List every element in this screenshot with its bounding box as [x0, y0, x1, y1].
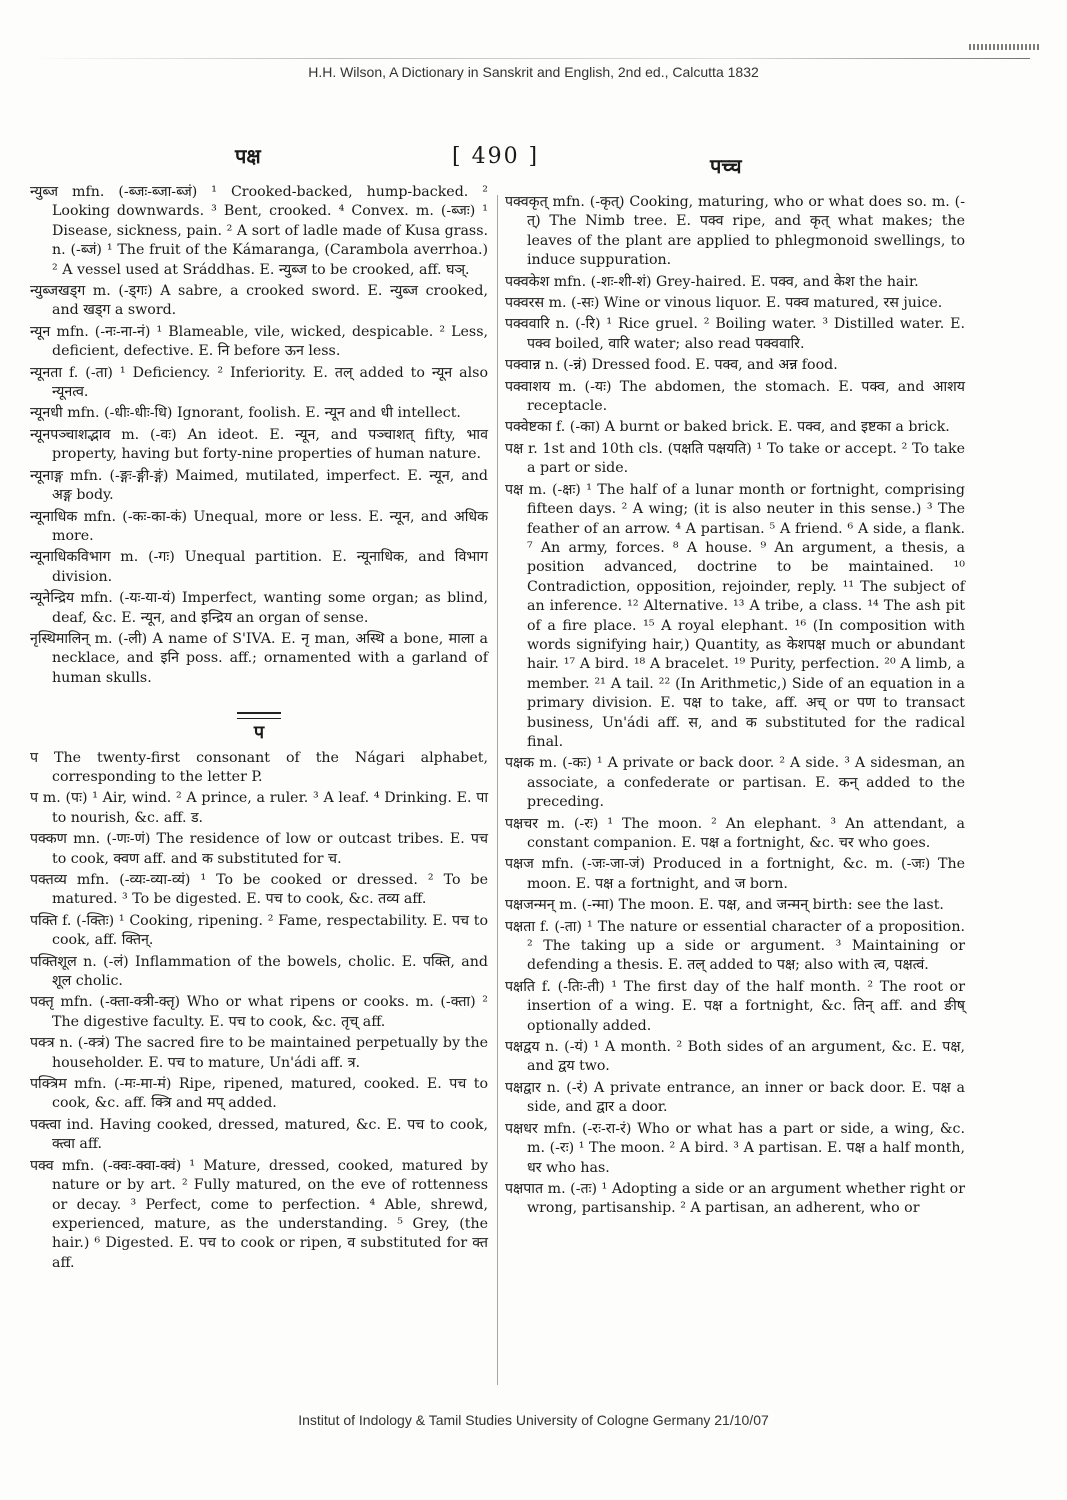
source-header: H.H. Wilson, A Dictionary in Sanskrit and English, 2nd ed., Calcutta 1832 [308, 64, 759, 80]
running-head-left: पक्ष [235, 144, 261, 168]
dictionary-entry: पक्तिशूल n. (-लं) Inflammation of the bowels, cholic. E. पक्ति, and शूल cholic. [30, 953, 488, 990]
left-entries-after [30, 749, 488, 1274]
dictionary-entry: पक्षद्वार n. (-रं) A private entrance, an inner or back door. E. पक्ष a side, and द्वार a door. [505, 1079, 965, 1116]
dictionary-entry: न्युब्ज mfn. (-ब्जः-ब्जा-ब्जं) ¹ Crooked-backed, hump-backed. ² Looking downwards. ³ Bent, crooked. ⁴ Convex. m. (-ब्जः) ¹ Disease, sickness, pain. ² A sort of ladle made of Kusa grass. n. (-ब्जं) ¹ The fruit of the Kámaranga, (Carambola averrhoa.) ² A vessel used at Sráddhas. E. न्युब्ज to be crooked, aff. घञ्. [30, 184, 488, 278]
dictionary-entry: प The twenty-first consonant of the Nágari alphabet, corresponding to the letter P. [30, 749, 488, 785]
column-divider [497, 195, 498, 1385]
dictionary-entry: पक्त्वा ind. Having cooked, dressed, matured, &c. E. पच to cook, क्त्वा aff. [30, 1116, 488, 1153]
dictionary-entry: न्युब्जखड्ग m. (-ड्गः) A sabre, a crooked sword. E. न्युब्ज crooked, and खड्ग a sword. [30, 283, 488, 319]
dictionary-entry: न्यूनाधिकविभाग m. (-गः) Unequal partition. E. न्यूनाधिक, and विभाग division. [30, 549, 488, 585]
running-head-right: पच्च [710, 154, 742, 178]
dictionary-entry: पक्षपात m. (-तः) ¹ Adopting a side or an argument whether right or wrong, partisanship. ² A partisan, an adherent, who or [505, 1180, 965, 1217]
section-letter: प [253, 722, 265, 744]
dictionary-entry: पक्वकेश mfn. (-शः-शी-शं) Grey-haired. E. पक्व, and केश the hair. [505, 273, 919, 290]
dictionary-entry: पक्व mfn. (-क्वः-क्वा-क्वं) ¹ Mature, dressed, cooked, matured by nature or by art. ² Fully matured, on the eve of rottenness or decay. ³ Perfect, come to perfection. ⁴ Able, shrewd, experienced, mature, as the understanding. ⁵ Grey, (the hair.) ⁶ Digested. E. पच to cook or ripen, व substituted for क्त aff. [30, 1157, 488, 1271]
left-column [30, 183, 488, 1275]
dictionary-entry: पक्तव्य mfn. (-व्यः-व्या-व्यं) ¹ To be cooked or dressed. ² To be matured. ³ To be digested. E. पच to cook, &c. तव्य aff. [30, 872, 488, 908]
dictionary-entry: पक्षता f. (-ता) ¹ The nature or essential character of a proposition. ² The taking up a side or argument. ³ Maintaining or defending a thesis. E. तल् added to पक्ष; also with त्व, पक्षत्वं. [505, 918, 965, 974]
dictionary-entry: न्यूनता f. (-ता) ¹ Deficiency. ² Inferiority. E. तल् added to न्यून also न्यूनत्व. [30, 364, 488, 401]
left-entries [30, 183, 488, 688]
dictionary-entry: न्यूनपञ्चाशद्भाव m. (-वः) An ideot. E. न्यून, and पञ्चाशत् fifty, भाव property, having but forty-nine properties of human nature. [30, 426, 488, 463]
dictionary-entry: पक्षद्वय n. (-यं) ¹ A month. ² Both sides of an argument, &c. E. पक्ष, and द्वय two. [505, 1039, 965, 1075]
dictionary-entry: पक्त्र n. (-क्त्रं) The sacred fire to be maintained perpetually by the householder. E. पच to mature, Un'ádi aff. त्र. [30, 1035, 488, 1071]
dictionary-entry: पक्वान्न n. (-न्नं) Dressed food. E. पक्व, and अन्न food. [505, 357, 838, 374]
dictionary-entry: न्यूनेन्द्रिय mfn. (-यः-या-यं) Imperfect, wanting some organ; as blind, deaf, &c. E. न्यून, and इन्द्रिय an organ of sense. [30, 590, 488, 626]
dictionary-entry: पक्वेष्टका f. (-का) A burnt or baked brick. E. पक्व, and इष्टका a brick. [505, 419, 950, 436]
dictionary-entry: पक्षति f. (-तिः-ती) ¹ The first day of the half month. ² The root or insertion of a wing. E. पक्ष a fortnight, &c. तिन् aff. and ङीष् optionally added. [505, 978, 965, 1034]
dictionary-entry: प m. (पः) ¹ Air, wind. ² A prince, a ruler. ³ A leaf. ⁴ Drinking. E. पा to nourish, &c. aff. ड. [30, 790, 488, 826]
dictionary-entry: पक्त्रिम mfn. (-मः-मा-मं) Ripe, ripened, matured, cooked. E. पच to cook, &c. aff. क्त्रि and मप् added. [30, 1076, 488, 1112]
page-number: [ 490 ] [452, 144, 540, 169]
dictionary-entry: पक्कण mn. (-णः-णं) The residence of low or outcast tribes. E. पच to cook, क्वण aff. and क substituted for च. [30, 831, 488, 867]
dictionary-entry: न्यून mfn. (-नः-ना-नं) ¹ Blameable, vile, wicked, despicable. ² Less, deficient, defective. E. नि before ऊन less. [30, 323, 488, 360]
dictionary-entry: न्यूनाङ्ग mfn. (-ङ्गः-ङ्गी-ङ्गं) Maimed, mutilated, imperfect. E. न्यून, and अङ्ग body. [30, 467, 488, 504]
dictionary-entry: न्यूनाधिक mfn. (-कः-का-कं) Unequal, more or less. E. न्यून, and अधिक more. [30, 508, 488, 544]
dictionary-entry: न्यूनधी mfn. (-धीः-धीः-धि) Ignorant, foolish. E. न्यून and धी intellect. [30, 405, 461, 422]
scan-artifact-line [30, 58, 1030, 59]
section-rule [237, 712, 281, 719]
dictionary-entry: पक्वकृत् mfn. (-कृत्) Cooking, maturing, who or what does so. m. (-त्) The Nimb tree. E. पक्व ripe, and कृत् what makes; the leaves of the plant are applied to phlegmonoid swellings, to induce suppuration. [505, 194, 965, 269]
dictionary-entry: पक्षक m. (-कः) ¹ A private or back door. ² A side. ³ A sidesman, an associate, a confederate or partisan. E. कन् added to the preceding. [505, 755, 965, 811]
dictionary-entry: पक्वरस m. (-सः) Wine or vinous liquor. E. पक्व matured, रस juice. [505, 295, 943, 312]
right-column [505, 193, 965, 1221]
dictionary-entry: पक्षचर m. (-रः) ¹ The moon. ² An elephant. ³ An attendant, a constant companion. E. पक्ष a fortnight, &c. चर who goes. [505, 815, 965, 851]
dictionary-entry: पक्वाशय m. (-यः) The abdomen, the stomach. E. पक्व, and आशय receptacle. [505, 378, 965, 415]
dictionary-entry: पक्षजन्मन् m. (-न्मा) The moon. E. पक्ष, and जन्मन् birth: see the last. [505, 897, 944, 914]
right-entries [505, 193, 965, 1219]
dictionary-entry: पक्ष r. 1st and 10th cls. (पक्षति पक्षयति) ¹ To take or accept. ² To take a part or side. [505, 440, 965, 477]
footer: Institut of Indology & Tamil Studies University of Cologne Germany 21/10/07 [298, 1412, 769, 1428]
dictionary-entry: पक्ष m. (-क्षः) ¹ The half of a lunar month or fortnight, comprising fifteen days. ² A wing; (it is also neuter in this sense.) ³ The feather of an arrow. ⁴ A partisan. ⁵ A friend. ⁶ A side, a flank. ⁷ An army, forces. ⁸ A house. ⁹ An argument, a thesis, a position advanced, doctrine to be maintained. ¹⁰ Contradiction, opposition, rejoinder, reply. ¹¹ The subject of an inference. ¹² Alternative. ¹³ A tribe, a class. ¹⁴ The ash pit of a fire place. ¹⁵ A royal elephant. ¹⁶ (In composition with words signifying hair,) Quantity, as केशपक्ष much or abundant hair. ¹⁷ A bird. ¹⁸ A bracelet. ¹⁹ Purity, perfection. ²⁰ A limb, a member. ²¹ A tail. ²² (In Arithmetic,) Side of an equation in a primary division. E. पक्ष to take, aff. अच् or पण to transact business, Un'ádi aff. स, and क substituted for the radical final. [505, 481, 965, 750]
scan-artifact-mark [969, 44, 1039, 50]
dictionary-entry: पक्षज mfn. (-जः-जा-जं) Produced in a fortnight, &c. m. (-जः) The moon. E. पक्ष a fortnight, and ज born. [505, 856, 965, 892]
dictionary-entry: पक्षधर mfn. (-रः-रा-रं) Who or what has a part or side, a wing, &c. m. (-रः) ¹ The moon. ² A bird. ³ A partisan. E. पक्ष a half month, धर who has. [505, 1120, 965, 1176]
dictionary-entry: पक्ति f. (-क्तिः) ¹ Cooking, ripening. ² Fame, respectability. E. पच to cook, aff. क्तिन्. [30, 912, 488, 949]
dictionary-entry: पक्तृ mfn. (-क्ता-क्त्री-क्तृ) Who or what ripens or cooks. m. (-क्ता) ² The digestive faculty. E. पच to cook, &c. तृच् aff. [30, 994, 488, 1030]
dictionary-entry: नृस्थिमालिन् m. (-ली) A name of S'IVA. E. नृ man, अस्थि a bone, माला a necklace, and इनि poss. aff.; ornamented with a garland of human skulls. [30, 630, 488, 686]
dictionary-entry: पक्ववारि n. (-रि) ¹ Rice gruel. ² Boiling water. ³ Distilled water. E. पक्व boiled, वारि water; also read पक्ववारि. [505, 316, 965, 352]
